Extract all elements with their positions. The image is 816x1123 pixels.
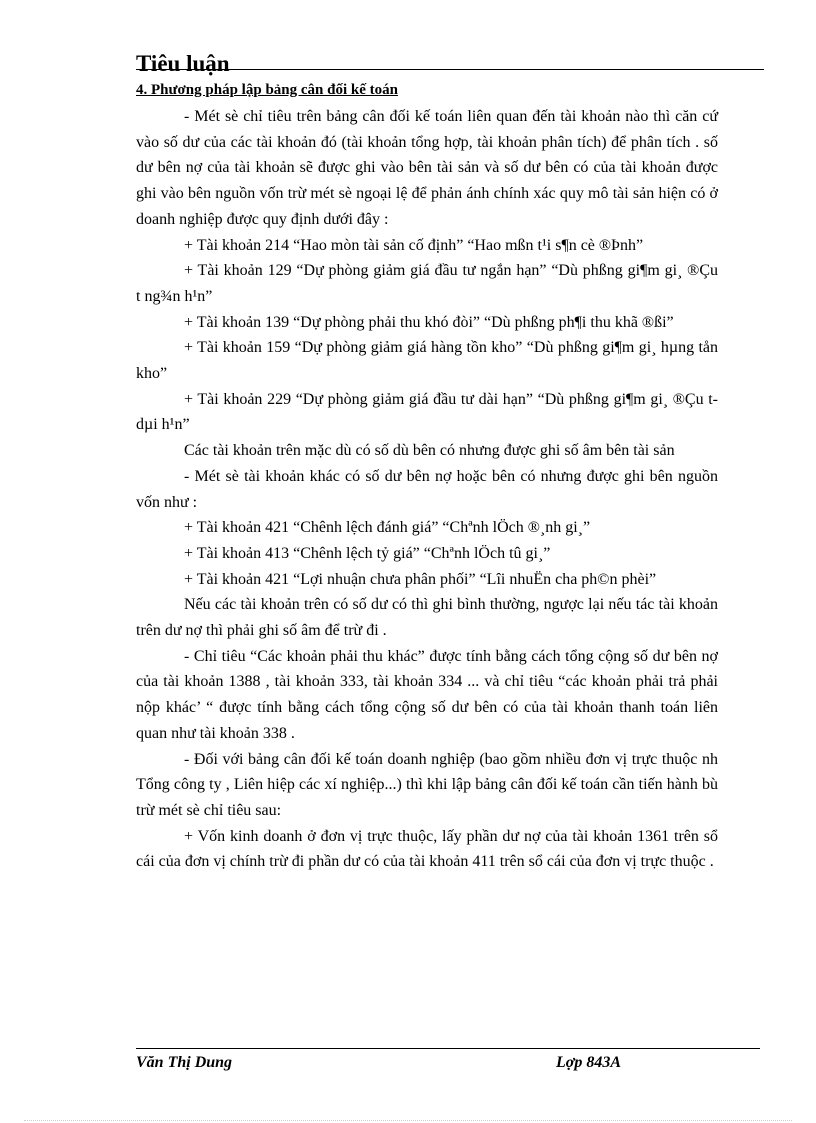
- paragraph: Các tài khoản trên mặc dù có số dù bên có nhưng được ghi số âm bên tài sản: [184, 442, 675, 460]
- paragraph: - Chỉ tiêu “Các khoản phải thu khác” được tính bằng cách tổng cộng số dư bên nợ của tài khoản 1388 , tài khoản 333, tài khoản 334 ... và chỉ tiêu “các khoản phải trả phải nộp khác’ “ được tính bằng cách tổng cộng số dư bên có của tài khoản thanh toán liên quan như tài khoản 338 .: [136, 647, 718, 742]
- header-rule: [136, 69, 764, 70]
- page-header-title: Tiêu luận: [136, 51, 230, 76]
- paragraph: + Vốn kinh doanh ở đơn vị trực thuộc, lấy phần dư nợ của tài khoản 1361 trên sổ cái của đơn vị chính trừ đi phần dư có của tài khoản 411 trên sổ cái của đơn vị trực thuộc .: [136, 827, 718, 871]
- page-bottom-border: [24, 1120, 792, 1121]
- footer-author: Văn Thị Dung: [136, 1054, 233, 1071]
- paragraph: + Tài khoản 159 “Dự phòng giảm giá hàng tồn kho” “Dù phßng gi¶m gi¸ hµng tån kho”: [136, 339, 718, 383]
- paragraph: - Mét sè tài khoản khác có số dư bên nợ hoặc bên có nhưng được ghi bên nguồn vốn như :: [136, 467, 718, 511]
- section-title: 4. Phương pháp lập bảng cân đối kế toán: [136, 82, 398, 98]
- paragraph: + Tài khoản 214 “Hao mòn tài sản cố định” “Hao mßn t¹i s¶n cè ®Þnh”: [184, 236, 644, 254]
- paragraph: + Tài khoản 413 “Chênh lệch tỷ giá” “Chªnh lÖch tû gi¸”: [184, 544, 551, 562]
- paragraph: + Tài khoản 229 “Dự phòng giảm giá đầu tư dài hạn” “Dù phßng gi¶m gi¸ ®Çu t dµi h¹n”: [136, 390, 718, 434]
- paragraph: - Đối với bảng cân đối kế toán doanh nghiệp (bao gồm nhiều đơn vị trực thuộc nh Tổng công ty , Liên hiệp các xí nghiệp...) thì khi lập bảng cân đối kế toán cần tiến hành bù trừ mét sè chỉ tiêu sau:: [136, 750, 718, 819]
- paragraph: + Tài khoản 421 “Chênh lệch đánh giá” “Chªnh lÖch ®¸nh gi¸”: [184, 519, 591, 537]
- paragraph: + Tài khoản 139 “Dự phòng phải thu khó đòi” “Dù phßng ph¶i thu khã ®ßi”: [184, 313, 674, 331]
- footer-rule: [136, 1048, 760, 1049]
- paragraph: + Tài khoản 129 “Dự phòng giảm giá đầu tư ngắn hạn” “Dù phßng gi¶m gi¸ ®Çu t ng¾n h¹n”: [136, 262, 718, 305]
- footer-class: Lợp 843A: [556, 1054, 622, 1071]
- paragraph: - Mét sè chỉ tiêu trên bảng cân đối kế toán liên quan đến tài khoản nào thì căn cứ vào số dư của các tài khoản đó (tài khoản tổng hợp, tài khoản phân tích) để phân tích . số dư bên nợ của tài khoản sẽ được ghi vào bên tài sản và số dư bên có của tài khoản được ghi vào bên nguồn vốn trừ mét sè ngoại lệ để phản ánh chính xác quy mô tài sản hiện có ở doanh nghiệp được quy định dưới đây :: [136, 108, 718, 228]
- content-body: [136, 80, 718, 875]
- paragraph: Nếu các tài khoản trên có số dư có thì ghi bình thường, ngược lại nếu tác tài khoản trên dư nợ thì phải ghi số âm để trừ đi .: [136, 596, 718, 640]
- paragraph: + Tài khoản 421 “Lợi nhuận chưa phân phối” “Lîi nhuËn cha ph©n phèi”: [184, 570, 657, 588]
